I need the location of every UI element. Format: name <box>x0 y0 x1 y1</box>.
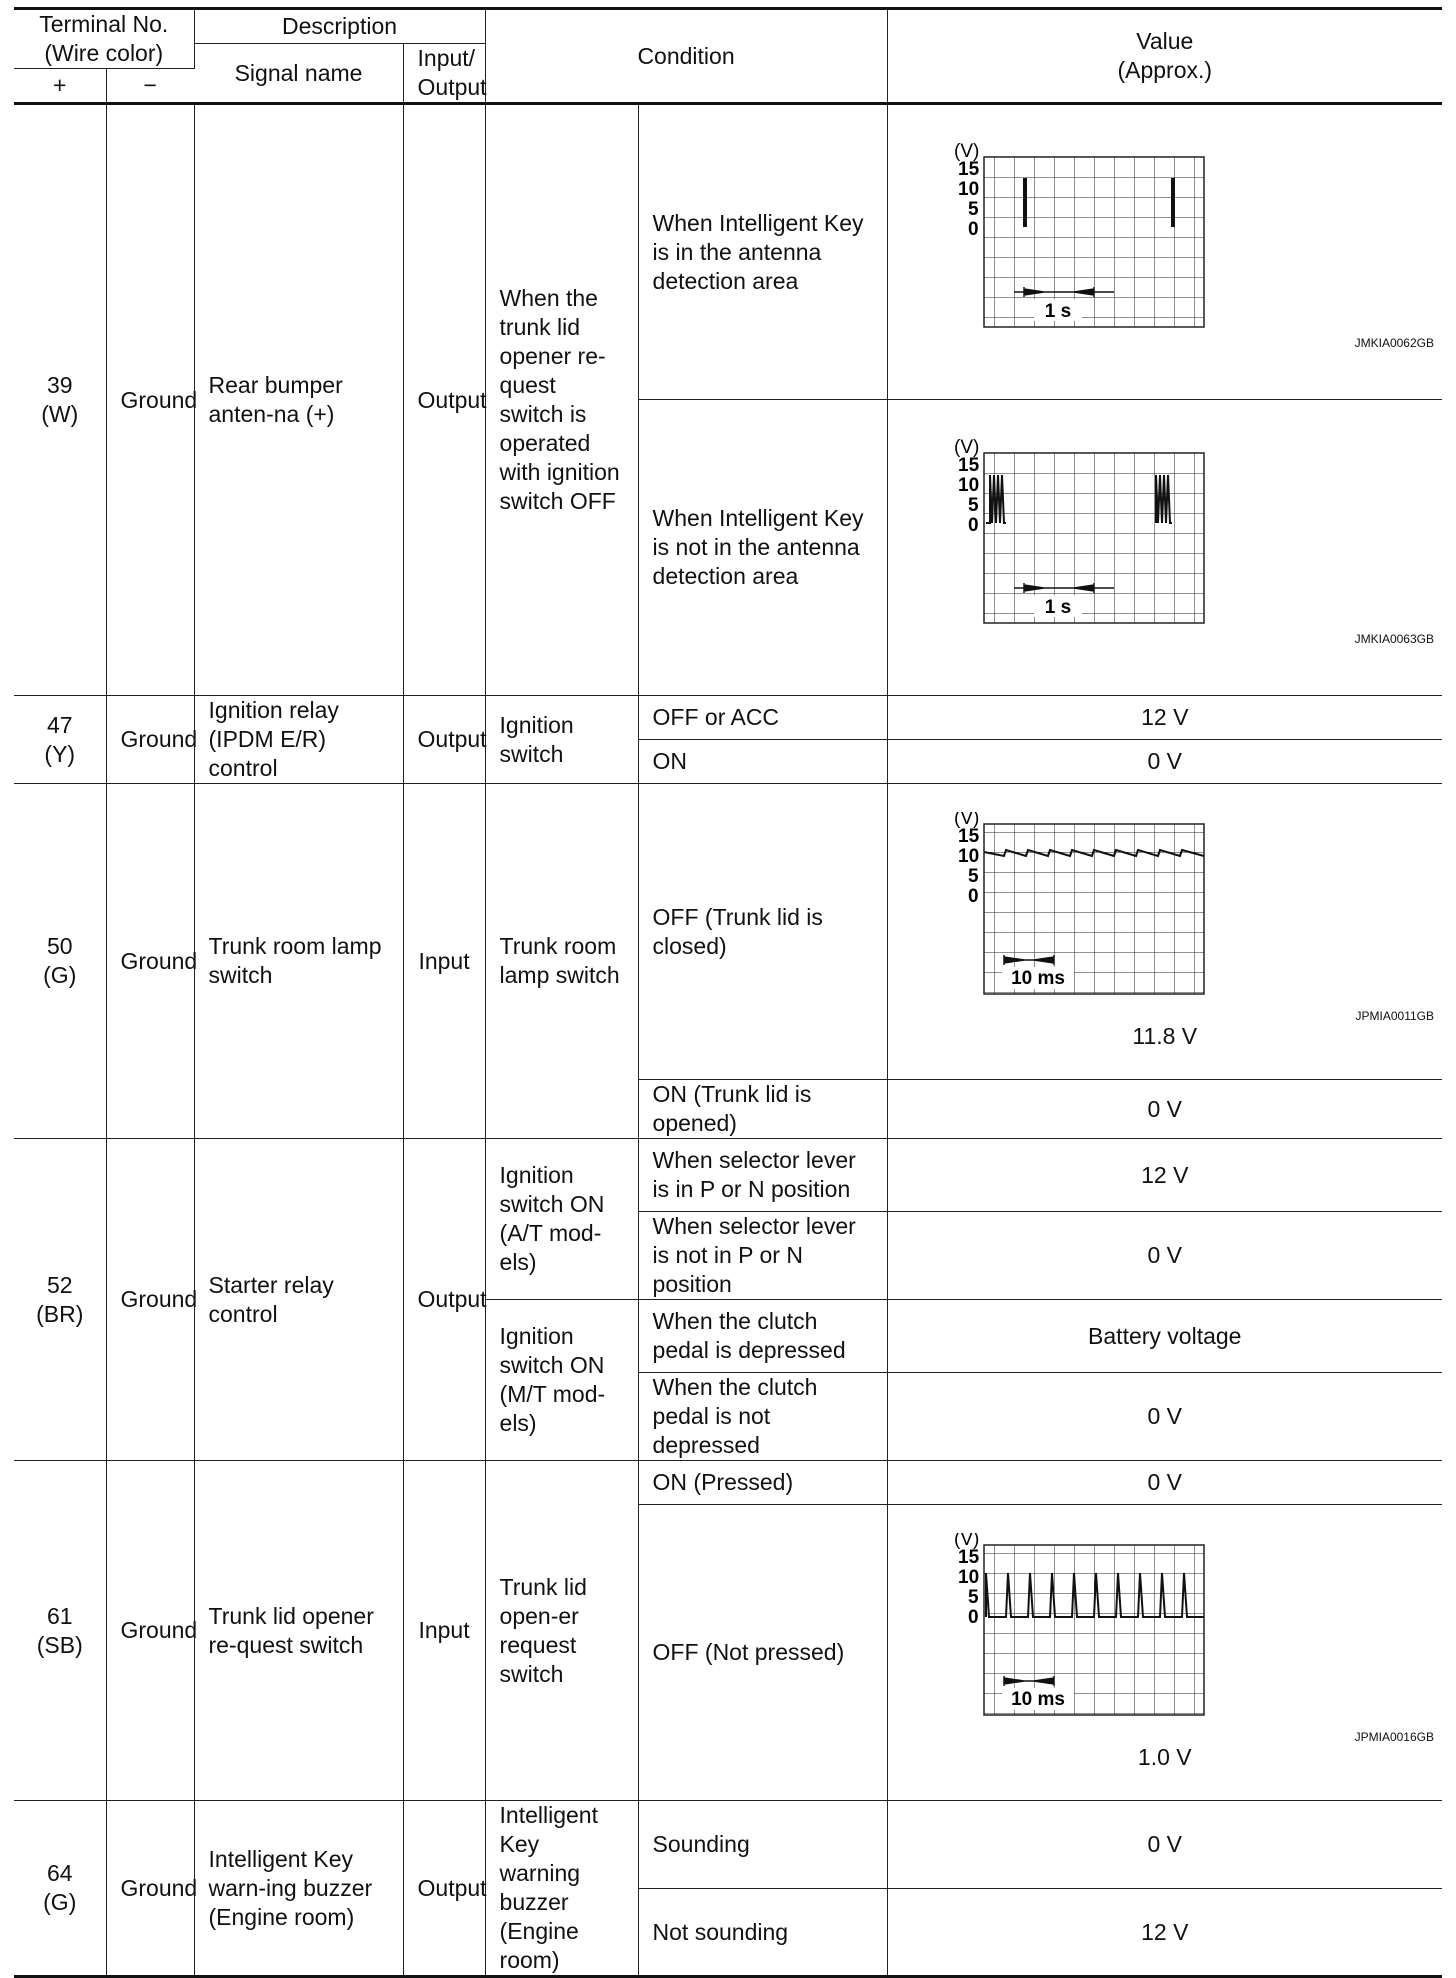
condition: Intelligent Key warning buzzer (Engine room) <box>485 1801 638 1977</box>
terminal-minus: Ground <box>106 104 194 696</box>
waveform-id: JPMIA0011GB <box>1355 1008 1434 1023</box>
tick-label: 15 <box>957 454 979 476</box>
waveform-cell <box>887 400 1442 696</box>
terminal-no: 64 (G) <box>14 1801 106 1977</box>
tick-label: 5 <box>967 199 979 220</box>
signal-name: Trunk room lamp switch <box>194 784 403 1139</box>
terminal-table <box>14 7 1442 1978</box>
sub-condition: ON (Pressed) <box>638 1461 887 1505</box>
waveform-graph <box>894 812 1234 1002</box>
condition: Trunk lid open-er request switch <box>485 1461 638 1801</box>
waveform-cell <box>887 1505 1442 1801</box>
sub-condition: OFF (Trunk lid is closed) <box>638 784 887 1080</box>
tick-label: 15 <box>957 1546 979 1568</box>
sub-condition: ON (Trunk lid is opened) <box>638 1080 887 1139</box>
sub-condition: OFF (Not pressed) <box>638 1505 887 1801</box>
terminal-minus: Ground <box>106 784 194 1139</box>
time-scale-label: 1 s <box>1044 301 1071 322</box>
condition: Ignition switch ON (A/T mod-els) <box>485 1139 638 1300</box>
table-row <box>14 104 1442 400</box>
sub-condition: Sounding <box>638 1801 887 1889</box>
header-value: Value (Approx.) <box>887 9 1442 104</box>
input-output: Input <box>403 784 485 1139</box>
waveform-id: JPMIA0016GB <box>1354 1729 1434 1744</box>
sub-condition: When selector lever is not in P or N position <box>638 1212 887 1300</box>
tick-label: 0 <box>967 514 979 536</box>
header-minus: − <box>106 69 194 104</box>
terminal-no: 47 (Y) <box>14 696 106 784</box>
tick-label: 15 <box>957 825 979 847</box>
time-scale-label: 10 ms <box>1010 1688 1065 1710</box>
terminal-no: 52 (BR) <box>14 1139 106 1461</box>
tick-label: 5 <box>967 1586 979 1608</box>
terminal-no: 39 (W) <box>14 104 106 696</box>
signal-name: Ignition relay (IPDM E/R) control <box>194 696 403 784</box>
signal-name: Rear bumper anten-na (+) <box>194 104 403 696</box>
signal-name: Intelligent Key warn-ing buzzer (Engine room) <box>194 1801 403 1977</box>
waveform-cell <box>887 784 1442 1080</box>
condition: Trunk room lamp switch <box>485 784 638 1139</box>
tick-label: 5 <box>967 494 979 516</box>
time-scale-label: 1 s <box>1044 596 1071 618</box>
signal-name: Starter relay control <box>194 1139 403 1461</box>
sub-condition: When Intelligent Key is not in the antenna detection area <box>638 400 887 696</box>
input-output: Input <box>403 1461 485 1801</box>
input-output: Output <box>403 696 485 784</box>
sub-condition: ON <box>638 740 887 784</box>
value: 0 V <box>887 1373 1442 1461</box>
waveform-id: JMKIA0062GB <box>1354 336 1434 350</box>
value: 1.0 V <box>1137 1743 1192 1770</box>
tick-label: 0 <box>967 885 979 907</box>
time-scale-label: 10 ms <box>1010 967 1065 989</box>
terminal-no: 61 (SB) <box>14 1461 106 1801</box>
tick-label: 10 <box>957 179 979 200</box>
value: 12 V <box>887 1139 1442 1212</box>
tick-label: 10 <box>957 845 979 867</box>
waveform-graph <box>894 1533 1234 1723</box>
value: 12 V <box>887 696 1442 740</box>
header-terminal-no: Terminal No. (Wire color) <box>14 9 194 69</box>
sub-condition: Not sounding <box>638 1889 887 1977</box>
tick-label: 10 <box>957 1566 979 1588</box>
table-row <box>14 1139 1442 1212</box>
header-input-output: Input/ Output <box>403 44 485 104</box>
sub-condition: When the clutch pedal is depressed <box>638 1300 887 1373</box>
signal-name: Trunk lid opener re-quest switch <box>194 1461 403 1801</box>
table-row <box>14 696 1442 740</box>
value: 12 V <box>887 1889 1442 1977</box>
terminal-no: 50 (G) <box>14 784 106 1139</box>
tick-label: 10 <box>957 474 979 496</box>
unit-label: (V) <box>953 141 979 162</box>
value: 0 V <box>887 1080 1442 1139</box>
condition: Ignition switch ON (M/T mod-els) <box>485 1300 638 1461</box>
waveform-cell <box>887 104 1442 400</box>
table-row <box>14 1801 1442 1889</box>
value: 0 V <box>887 1461 1442 1505</box>
condition: Ignition switch <box>485 696 638 784</box>
tick-label: 5 <box>967 865 979 887</box>
header-signal-name: Signal name <box>194 44 403 104</box>
sub-condition: When the clutch pedal is not depressed <box>638 1373 887 1461</box>
input-output: Output <box>403 104 485 696</box>
unit-label: (V) <box>953 1532 979 1550</box>
table-row <box>14 1461 1442 1505</box>
sub-condition: When Intelligent Key is in the antenna detection area <box>638 104 887 400</box>
waveform-graph <box>894 433 1234 645</box>
input-output: Output <box>403 1801 485 1977</box>
sub-condition: OFF or ACC <box>638 696 887 740</box>
header-description: Description <box>194 9 485 44</box>
header-plus: + <box>14 69 106 104</box>
unit-label: (V) <box>953 436 979 458</box>
input-output: Output <box>403 1139 485 1461</box>
terminal-minus: Ground <box>106 1461 194 1801</box>
value: Battery voltage <box>887 1300 1442 1373</box>
tick-label: 0 <box>967 1606 979 1628</box>
value: 0 V <box>887 1801 1442 1889</box>
value: 0 V <box>887 740 1442 784</box>
terminal-minus: Ground <box>106 1801 194 1977</box>
value: 11.8 V <box>1132 1022 1198 1049</box>
tick-label: 15 <box>957 159 979 180</box>
value: 0 V <box>887 1212 1442 1300</box>
waveform-graph <box>894 137 1234 349</box>
terminal-minus: Ground <box>106 1139 194 1461</box>
unit-label: (V) <box>953 811 979 829</box>
header-condition: Condition <box>485 9 887 104</box>
table-row <box>14 784 1442 1080</box>
terminal-minus: Ground <box>106 696 194 784</box>
condition: When the trunk lid opener re-quest switch is operated with ignition switch OFF <box>485 104 638 696</box>
sub-condition: When selector lever is in P or N position <box>638 1139 887 1212</box>
tick-label: 0 <box>967 219 979 240</box>
waveform-id: JMKIA0063GB <box>1354 631 1434 646</box>
